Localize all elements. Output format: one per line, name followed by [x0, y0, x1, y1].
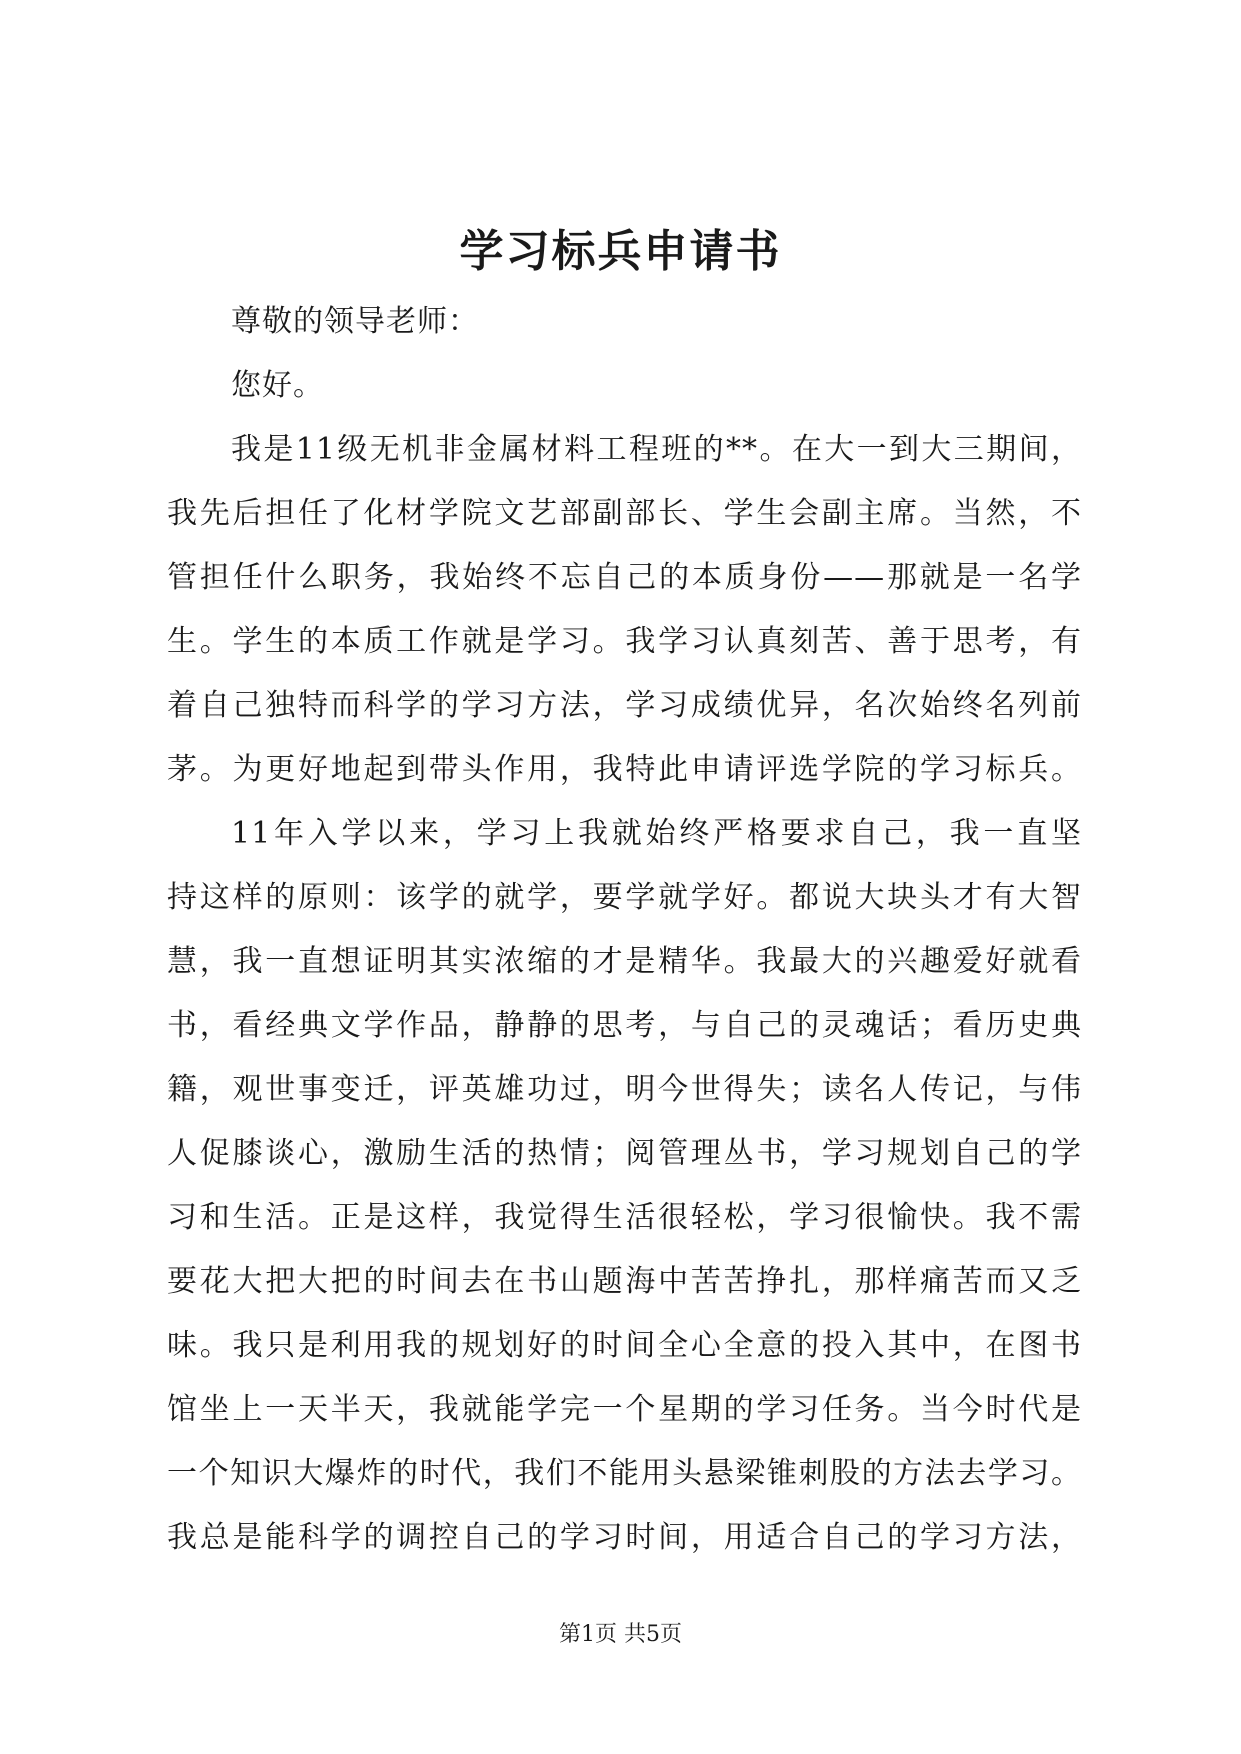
paragraph-line: 一个知识大爆炸的时代，我们不能用头悬梁锥刺股的方法去学习。 [167, 1456, 1082, 1491]
paragraph-line: 馆坐上一天半天，我就能学完一个星期的学习任务。当今时代是 [167, 1392, 1082, 1427]
paragraph-line: 慧，我一直想证明其实浓缩的才是精华。我最大的兴趣爱好就看 [167, 944, 1082, 979]
paragraph-line: 要花大把大把的时间去在书山题海中苦苦挣扎，那样痛苦而又乏 [167, 1264, 1082, 1299]
page-footer: 第1页 共5页 [559, 1622, 682, 1647]
paragraph-line: 着自己独特而科学的学习方法，学习成绩优异，名次始终名列前 [167, 688, 1082, 723]
paragraph-line: 管担任什么职务，我始终不忘自己的本质身份——那就是一名学 [167, 560, 1082, 595]
paragraph-line: 习和生活。正是这样，我觉得生活很轻松，学习很愉快。我不需 [167, 1200, 1082, 1235]
paragraph-line: 持这样的原则：该学的就学，要学就学好。都说大块头才有大智 [167, 880, 1082, 915]
paragraph-line: 我是11级无机非金属材料工程班的**。在大一到大三期间， [231, 432, 1082, 467]
paragraph-line: 我先后担任了化材学院文艺部副部长、学生会副主席。当然，不 [167, 496, 1082, 531]
salutation-line: 尊敬的领导老师： [231, 304, 479, 339]
document-title: 学习标兵申请书 [459, 226, 782, 277]
document-body [167, 290, 1082, 1570]
paragraph-line: 味。我只是利用我的规划好的时间全心全意的投入其中，在图书 [167, 1328, 1082, 1363]
paragraph-line: 籍，观世事变迁，评英雄功过，明今世得失；读名人传记，与伟 [167, 1072, 1082, 1107]
paragraph-line: 人促膝谈心，激励生活的热情；阅管理丛书，学习规划自己的学 [167, 1136, 1082, 1171]
paragraph-line: 生。学生的本质工作就是学习。我学习认真刻苦、善于思考，有 [167, 624, 1082, 659]
greeting-line: 您好。 [231, 368, 324, 403]
paragraph-line: 茅。为更好地起到带头作用，我特此申请评选学院的学习标兵。 [167, 752, 1082, 787]
paragraph-line: 我总是能科学的调控自己的学习时间，用适合自己的学习方法， [167, 1520, 1082, 1555]
paragraph-line: 11年入学以来，学习上我就始终严格要求自己，我一直坚 [231, 816, 1082, 851]
paragraph-line: 书，看经典文学作品，静静的思考，与自己的灵魂话；看历史典 [167, 1008, 1082, 1043]
